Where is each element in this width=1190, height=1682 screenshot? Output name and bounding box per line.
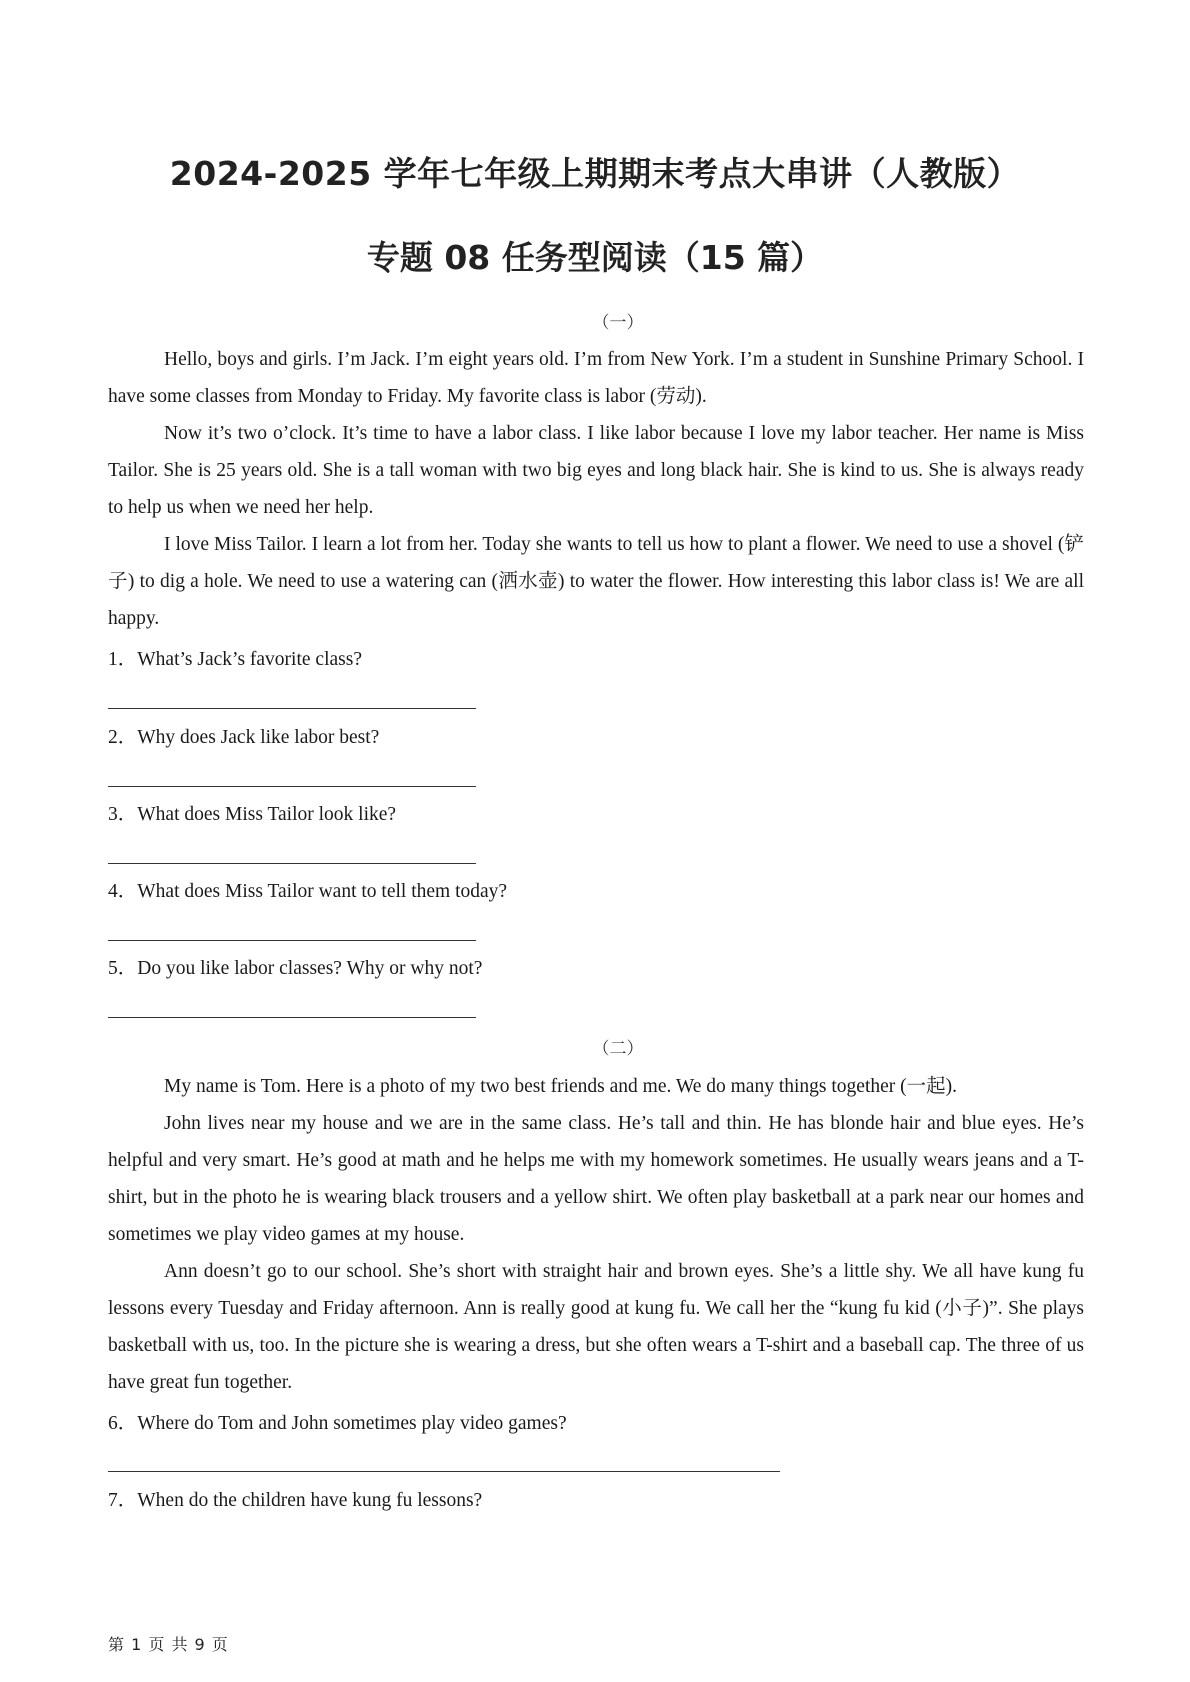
question-6 [108, 1409, 567, 1439]
passage-paragraph: Ann doesn’t go to our school. She’s short with straight hair and brown eyes. She’s a little shy. We all have kung fu lessons every Tuesday and Friday afternoon. Ann is really good at kung fu. We call her the “kung fu kid (小子)”. She plays basketball with us, too. In the picture she is wearing a dress, but she often wears a T-shirt and a baseball cap. The three of us have great fun together. [108, 1261, 1084, 1393]
question-5 [108, 954, 482, 984]
answer-line-6[interactable] [108, 1471, 780, 1472]
section-label-1: （一） [592, 313, 644, 332]
answer-line-5[interactable] [108, 1017, 476, 1018]
question-text: Why does Jack like labor best? [137, 727, 380, 748]
question-text: Where do Tom and John sometimes play video games? [137, 1413, 567, 1434]
answer-line-2[interactable] [108, 786, 476, 787]
section-label-2: （二） [592, 1039, 644, 1058]
passage-1 [108, 341, 1084, 637]
question-2 [108, 723, 379, 753]
question-4 [108, 877, 507, 907]
question-1 [108, 645, 362, 675]
page-subtitle: 专题 08 任务型阅读（15 篇） [366, 238, 824, 277]
question-number: 3． [108, 804, 138, 825]
question-3 [108, 800, 396, 830]
answer-line-4[interactable] [108, 940, 476, 941]
passage-paragraph: John lives near my house and we are in the same class. He’s tall and thin. He has blonde hair and blue eyes. He’s helpful and very smart. He’s good at math and he helps me with my homework sometimes. He usually wears jeans and a T-shirt, but in the photo he is wearing black trousers and a yellow shirt. We often play basketball at a park near our homes and sometimes we play video games at my house. [108, 1113, 1084, 1245]
question-7 [108, 1486, 482, 1516]
answer-line-3[interactable] [108, 863, 476, 864]
question-text: What does Miss Tailor look like? [137, 804, 397, 825]
question-number: 1． [108, 649, 138, 670]
question-number: 4． [108, 881, 138, 902]
passage-paragraph: Now it’s two o’clock. It’s time to have a labor class. I like labor because I love my labor teacher. Her name is Miss Tailor. She is 25 years old. She is a tall woman with two big eyes and long black hair. She is kind to us. She is always ready to help us when we need her help. [108, 423, 1084, 518]
answer-line-1[interactable] [108, 708, 476, 709]
passage-paragraph: My name is Tom. Here is a photo of my two best friends and me. We do many things together (一起). [164, 1076, 957, 1097]
passage-2 [108, 1068, 1084, 1401]
passage-paragraph: I love Miss Tailor. I learn a lot from her. Today she wants to tell us how to plant a flower. We need to use a shovel (铲子) to dig a hole. We need to use a watering can (洒水壶) to water the flower. How interesting this labor class is! We are all happy. [108, 534, 1084, 629]
question-number: 7． [108, 1490, 138, 1511]
question-text: What does Miss Tailor want to tell them today? [137, 881, 508, 902]
question-number: 2． [108, 727, 138, 748]
question-text: When do the children have kung fu lessons? [137, 1490, 483, 1511]
question-number: 6． [108, 1413, 138, 1434]
page-footer: 第 1 页 共 9 页 [108, 1635, 229, 1654]
page-title: 2024-2025 学年七年级上期期末考点大串讲（人教版） [169, 154, 1021, 193]
question-text: What’s Jack’s favorite class? [137, 649, 362, 670]
passage-paragraph: Hello, boys and girls. I’m Jack. I’m eight years old. I’m from New York. I’m a student in Sunshine Primary School. I have some classes from Monday to Friday. My favorite class is labor (劳动). [108, 349, 1084, 407]
question-number: 5． [108, 958, 138, 979]
question-text: Do you like labor classes? Why or why not? [137, 958, 483, 979]
